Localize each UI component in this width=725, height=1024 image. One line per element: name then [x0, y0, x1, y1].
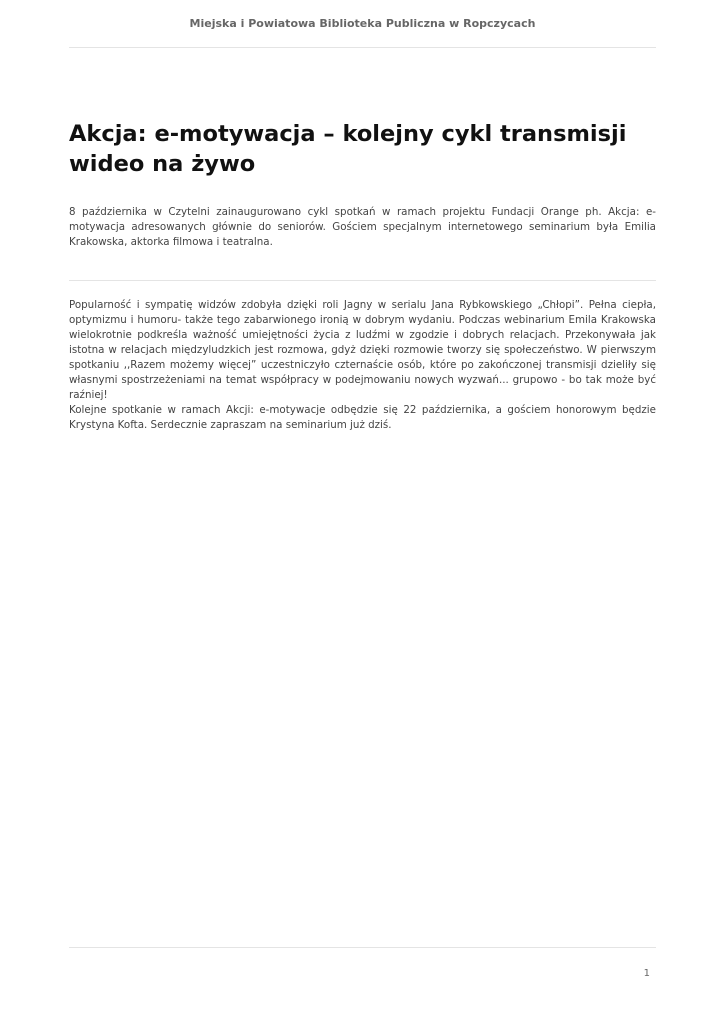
lead-divider [69, 280, 656, 281]
article-body-paragraph: Kolejne spotkanie w ramach Akcji: e-motywacje odbędzie się 22 października, a gościem honorowym będzie Krystyna Kofta. Serdecznie zapraszam na seminarium już dziś. [69, 404, 656, 431]
article-body-paragraph: Popularność i sympatię widzów zdobyła dzięki roli Jagny w serialu Jana Rybkowskiego „Chłopi”. Pełna ciepła, optymizmu i humoru- także tego zabarwionego ironią w dobrym wydaniu. Podczas webinarium Emila Krakowska wielokrotnie podkreśla ważność umiejętności życia z ludźmi w zgodzie i dobrych relacjach. Przekonywała jak istotna w relacjach międzyludzkich jest rozmowa, gdyż dzięki rozmowie tworzy się społeczeństwo. W pierwszym spotkaniu ,,Razem możemy więcej” uczestniczyło czternaście osób, które po zakończonej transmisji dzieliły się własnymi spostrzeżeniami na temat współpracy w podejmowaniu nowych wyzwań... grupowo - bo tak może być raźniej! [69, 299, 656, 401]
header-divider [69, 47, 656, 48]
article-title: Akcja: e-motywacja – kolejny cykl transmisji wideo na żywo [69, 121, 627, 177]
footer-divider [69, 947, 656, 948]
site-name-header: Miejska i Powiatowa Biblioteka Publiczna w Ropczycach [189, 17, 536, 30]
article-body [69, 298, 656, 433]
article-lead: 8 października w Czytelni zainaugurowano cykl spotkań w ramach projektu Fundacji Orange ph. Akcja: e-motywacja adresowanych głównie do seniorów. Gościem specjalnym internetowego seminarium była Emilia Krakowska, aktorka filmowa i teatralna. [69, 206, 656, 248]
page-number: 1 [643, 968, 650, 979]
